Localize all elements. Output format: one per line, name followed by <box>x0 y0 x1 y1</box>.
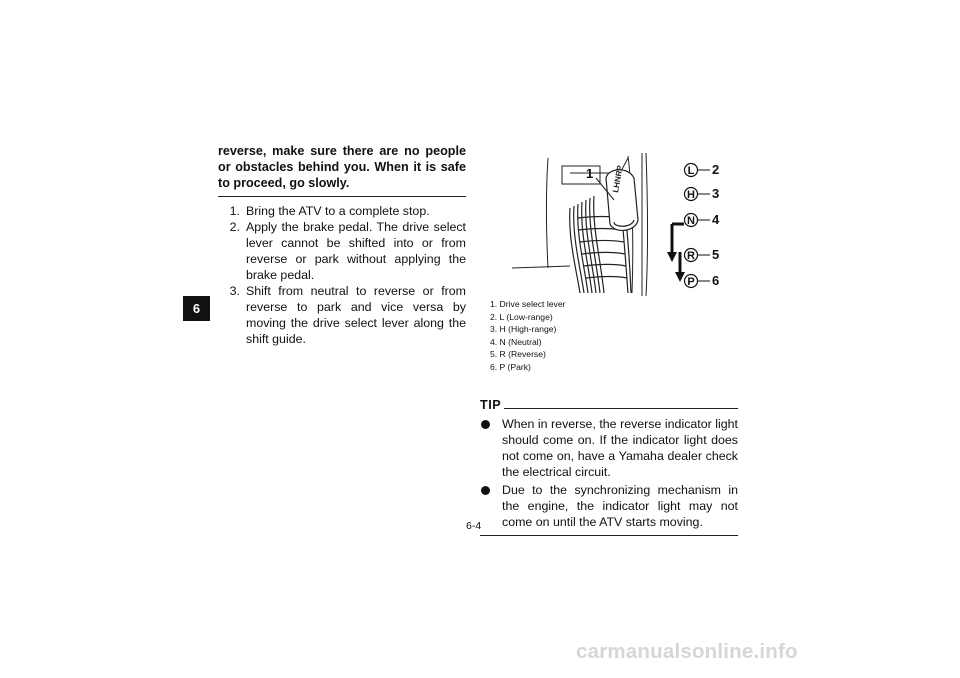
gear-letter-l: L <box>687 165 695 177</box>
callout-4: 4 <box>712 212 720 227</box>
step-item <box>218 219 466 283</box>
left-column <box>218 143 466 347</box>
step-text: Apply the brake pedal. The drive select lever cannot be shifted into or from reverse or park without applying the brake pedal. <box>246 220 466 282</box>
gear-letter-r: R <box>687 250 695 262</box>
warning-end-rule <box>218 196 466 197</box>
bullet-icon <box>481 486 490 495</box>
step-text: Bring the ATV to a complete stop. <box>246 204 430 218</box>
tip-label: TIP <box>480 398 502 412</box>
drive-select-lever-figure <box>510 148 740 298</box>
tip-header <box>480 398 738 412</box>
step-text: Shift from neutral to reverse or from reverse to park and vice versa by moving the drive select lever along the shift guide. <box>246 284 466 346</box>
bullet-icon <box>481 420 490 429</box>
procedure-steps <box>218 203 466 347</box>
step-number: 1. <box>229 204 240 218</box>
callout-3: 3 <box>712 186 720 201</box>
warning-text: reverse, make sure there are no people or obstacles behind you. When it is safe to proceed, go slowly. <box>218 144 466 190</box>
svg-text:LHNRP: LHNRP <box>611 164 625 194</box>
callout-5: 5 <box>712 247 720 262</box>
step-item <box>218 283 466 347</box>
caption-item: 1. Drive select lever <box>490 299 566 309</box>
callout-6: 6 <box>712 273 720 288</box>
lever-callout: 1 <box>586 166 594 181</box>
caption-item: 5. R (Reverse) <box>490 349 546 359</box>
page-number: 6-4 <box>466 520 482 532</box>
watermark: carmanualsonline.info <box>576 640 798 663</box>
caption-item: 6. P (Park) <box>490 361 531 372</box>
tip-box <box>480 398 738 536</box>
tip-text: When in reverse, the reverse indicator light should come on. If the indicator light does not come on, have a Yamaha dealer check the electrical circuit. <box>502 417 738 479</box>
tip-end-rule <box>480 535 738 536</box>
gear-letter-n: N <box>687 215 695 227</box>
tip-text: Due to the synchronizing mechanism in the engine, the indicator light may not come on until the ATV starts moving. <box>502 483 738 529</box>
chapter-tab: 6 <box>183 296 210 321</box>
step-number: 2. <box>229 220 240 234</box>
caption-item: 4. N (Neutral) <box>490 336 542 347</box>
step-item <box>218 203 466 219</box>
tip-header-rule <box>504 408 738 409</box>
caption-item: 2. L (Low-range) <box>490 311 553 322</box>
tip-item <box>480 482 738 530</box>
tip-list <box>480 416 738 530</box>
callout-2: 2 <box>712 162 720 177</box>
caption-item: 3. H (High-range) <box>490 324 557 334</box>
figure-captions <box>490 298 565 373</box>
step-number: 3. <box>229 284 240 298</box>
tip-item <box>480 416 738 480</box>
gear-letter-p: P <box>687 276 695 288</box>
gear-letter-h: H <box>687 189 695 201</box>
